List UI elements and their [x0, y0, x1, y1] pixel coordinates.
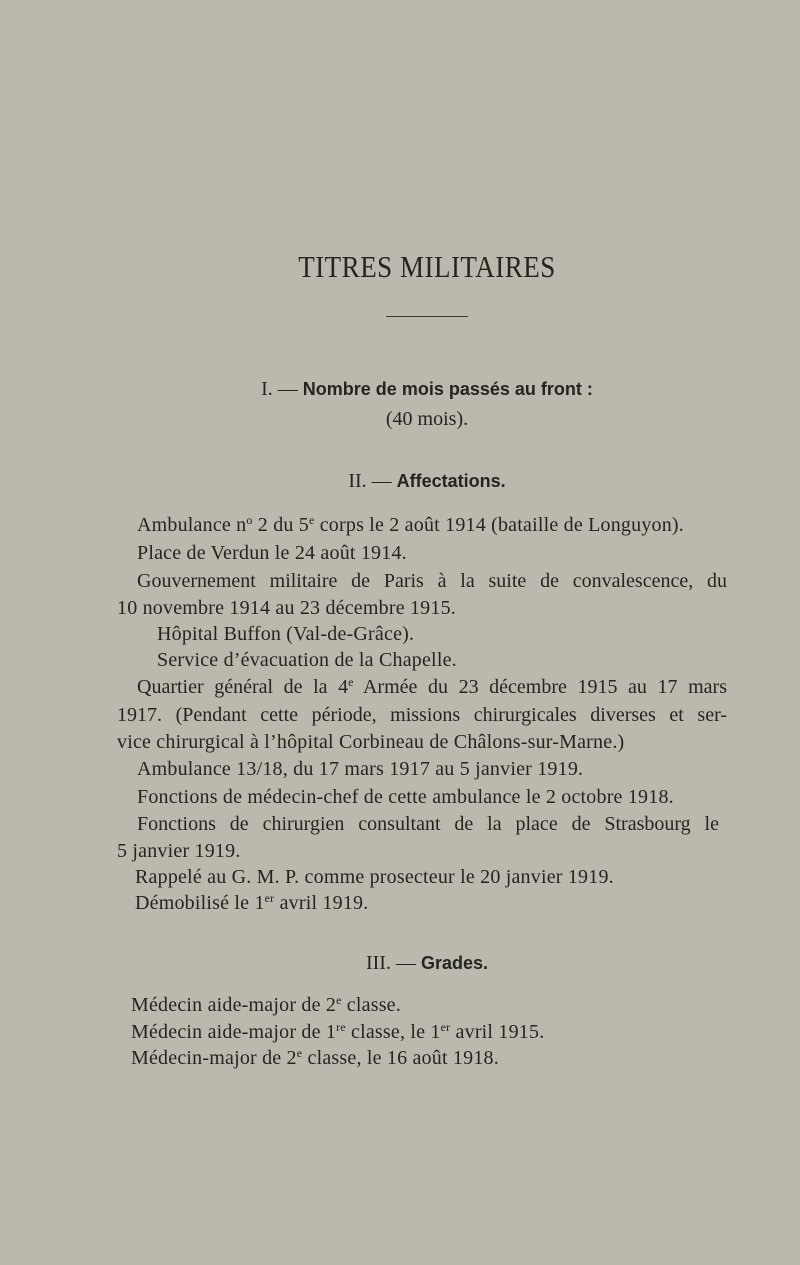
- section-1-heading: [0, 378, 800, 401]
- section-1-number: I. —: [261, 378, 298, 400]
- affectation-line: vice chirurgical à l’hôpital Corbineau de Châlons-sur-Marne.): [117, 731, 625, 753]
- affectation-line: 1917. (Pendant cette période, missions chirurgicales diverses et ser-: [117, 704, 727, 726]
- section-1-label: Nombre de mois passés au front :: [302, 379, 593, 399]
- affectation-line: Place de Verdun le 24 août 1914.: [137, 542, 407, 564]
- affectation-line: 5 janvier 1919.: [117, 840, 241, 862]
- affectation-line: Ambulance 13/18, du 17 mars 1917 au 5 janvier 1919.: [137, 758, 584, 780]
- section-3-number: III. —: [365, 952, 416, 974]
- section-2-label: Affectations.: [396, 471, 506, 491]
- affectation-line: Hôpital Buffon (Val-de-Grâce).: [157, 623, 415, 645]
- grade-line: Médecin aide-major de 2e classe.: [131, 993, 401, 1016]
- section-2-heading: [0, 470, 800, 493]
- section-3-heading: [0, 952, 800, 975]
- grade-line: Médecin aide-major de 1re classe, le 1er avril 1915.: [131, 1020, 545, 1043]
- affectation-line: Service d’évacuation de la Chapelle.: [157, 649, 457, 671]
- affectation-line: Fonctions de médecin-chef de cette ambulance le 2 octobre 1918.: [137, 786, 674, 808]
- affectation-line: 10 novembre 1914 au 23 décembre 1915.: [117, 597, 456, 619]
- title-rule: [386, 316, 468, 317]
- section-3-label: Grades.: [420, 953, 489, 973]
- affectation-line: Fonctions de chirurgien consultant de la place de Strasbourg le: [137, 813, 719, 835]
- affectation-line: Rappelé au G. M. P. comme prosecteur le 20 janvier 1919.: [135, 866, 614, 888]
- section-1-value: (40 mois).: [385, 408, 469, 430]
- section-2-number: II. —: [348, 470, 392, 492]
- affectation-line: Démobilisé le 1er avril 1919.: [135, 891, 369, 914]
- grade-line: Médecin-major de 2e classe, le 16 août 1918.: [131, 1046, 499, 1069]
- affectation-line: Ambulance $n^o$ 2 du 5e corps le 2 août 1914 (bataille de Longuyon).: [137, 513, 684, 536]
- affectation-line: Quartier général de la 4e Armée du 23 décembre 1915 au 17 mars: [137, 675, 727, 698]
- page-title: TITRES MILITAIRES: [298, 250, 556, 284]
- affectation-line: Gouvernement militaire de Paris à la suite de convalescence, du: [137, 570, 727, 592]
